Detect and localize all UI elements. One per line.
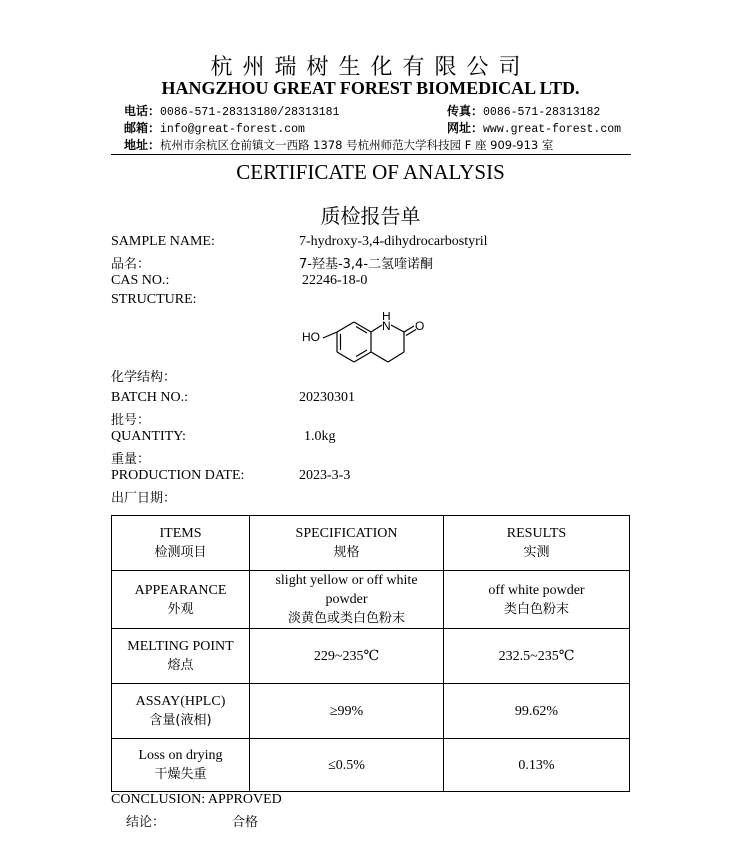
item-cell <box>112 739 250 792</box>
item-cn: 外观 <box>167 601 194 617</box>
address-value: 杭州市余杭区仓前镇文一西路 1378 号杭州师范大学科技园 F 座 909-913 室 <box>160 138 554 152</box>
product-name-cn-value: 7-羟基-3,4-二氢喹诺酮 <box>299 257 434 272</box>
header-divider <box>111 154 631 155</box>
result-cell <box>444 684 630 739</box>
conclusion-cn-value: 合格 <box>232 815 259 830</box>
result-cell <box>444 571 630 629</box>
batch-value: 20230301 <box>299 390 355 405</box>
item-cell <box>112 684 250 739</box>
spec-en: 229~235℃ <box>313 648 380 664</box>
spec-en: ≤0.5% <box>328 757 365 773</box>
company-name-en: HANGZHOU GREAT FOREST BIOMEDICAL LTD. <box>161 78 580 98</box>
quantity-cn-label: 重量： <box>111 452 151 467</box>
item-cn: 含量(液相) <box>149 713 212 728</box>
quantity-label: QUANTITY: <box>111 429 186 444</box>
item-en: Loss on drying <box>138 748 223 763</box>
production-date-value: 2023-3-3 <box>299 468 351 483</box>
structure-atom-n: N <box>382 319 391 333</box>
structure-atom-h: H <box>382 312 391 323</box>
sample-name-value: 7-hydroxy-3,4-dihydrocarbostyril <box>299 234 488 249</box>
spec-cn: 淡黄色或类白色粉末 <box>287 611 405 626</box>
structure-bonds <box>323 322 416 362</box>
header-items-en: ITEMS <box>159 526 202 541</box>
result-en: 0.13% <box>518 757 555 773</box>
conclusion-cn-label: 结论： <box>126 815 166 830</box>
fax-line <box>447 102 600 119</box>
header-results-cn: 实测 <box>523 545 550 560</box>
spec-cell <box>250 571 444 629</box>
sample-name-label: SAMPLE NAME: <box>111 234 215 249</box>
spec-en: slight yellow or off white powder <box>275 573 418 607</box>
chemical-structure-diagram <box>296 312 436 382</box>
item-cell <box>112 571 250 629</box>
item-en: ASSAY(HPLC) <box>135 694 226 709</box>
header-specification-en: SPECIFICATION <box>295 526 398 541</box>
header-cell-specification <box>250 516 444 571</box>
product-name-cn-label: 品名： <box>111 257 151 272</box>
certificate-title: CERTIFICATE OF ANALYSIS <box>236 160 505 184</box>
header-results-en: RESULTS <box>506 526 567 541</box>
header-specification-cn: 规格 <box>333 545 360 560</box>
table-header-row <box>112 516 630 571</box>
cas-label: CAS NO.: <box>111 273 170 288</box>
address-label: 地址： <box>124 138 161 152</box>
header-cell-items <box>112 516 250 571</box>
website-value: www.great-forest.com <box>483 123 622 136</box>
item-cell <box>112 629 250 684</box>
item-en: MELTING POINT <box>127 639 234 654</box>
result-cell <box>444 739 630 792</box>
table-row <box>112 571 630 629</box>
production-date-cn-label: 出厂日期： <box>111 491 177 506</box>
website-line <box>447 119 621 136</box>
website-label: 网址： <box>447 121 484 135</box>
certificate-title-cn: 质检报告单 <box>320 204 421 228</box>
result-en: off white powder <box>488 582 585 598</box>
item-en: APPEARANCE <box>134 582 227 598</box>
tel-value: 0086-571-28313180/28313181 <box>160 106 340 119</box>
result-en: 232.5~235℃ <box>498 648 575 664</box>
table-row <box>112 684 630 739</box>
result-en: 99.62% <box>514 703 559 719</box>
batch-label: BATCH NO.: <box>111 390 189 405</box>
result-cn: 类白色粉末 <box>503 601 569 617</box>
email-line <box>124 119 305 136</box>
item-cn: 干燥失重 <box>154 767 207 782</box>
batch-cn-label: 批号： <box>111 413 151 428</box>
table-row <box>112 629 630 684</box>
spec-en: ≥99% <box>329 703 364 719</box>
results-table <box>111 515 630 792</box>
structure-cn-label: 化学结构： <box>111 370 177 385</box>
structure-atom-o: O <box>415 319 425 333</box>
conclusion-label: CONCLUSION: APPROVED <box>111 792 282 807</box>
header-items-cn: 检测项目 <box>154 545 207 560</box>
fax-value: 0086-571-28313182 <box>483 106 601 119</box>
result-cell <box>444 629 630 684</box>
production-date-label: PRODUCTION DATE: <box>111 468 245 483</box>
spec-cell <box>250 629 444 684</box>
tel-label: 电话： <box>124 104 161 118</box>
item-cn: 熔点 <box>167 658 194 673</box>
email-value: info@great-forest.com <box>160 123 305 136</box>
structure-label: STRUCTURE: <box>111 292 197 307</box>
address-line <box>124 136 553 153</box>
header-cell-results <box>444 516 630 571</box>
table-row <box>112 739 630 792</box>
spec-cell <box>250 739 444 792</box>
spec-cell <box>250 684 444 739</box>
quantity-value: 1.0kg <box>304 429 336 444</box>
cas-value: 22246-18-0 <box>302 273 368 288</box>
tel-line <box>124 102 339 119</box>
company-name-cn: 杭州瑞树生化有限公司 <box>210 55 531 80</box>
email-label: 邮箱： <box>124 121 161 135</box>
fax-label: 传真： <box>447 104 484 118</box>
structure-atom-ho: HO <box>302 330 320 344</box>
